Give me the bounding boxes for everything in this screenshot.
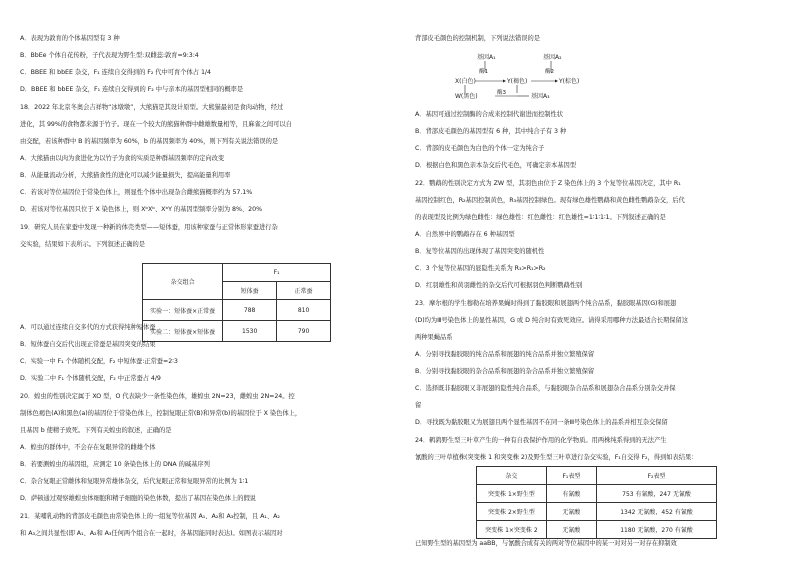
pigment-label: Y(棕色) <box>559 78 580 85</box>
arrow-head-icon <box>503 80 506 83</box>
gene-label: 基因A₁ <box>477 54 496 61</box>
option-line: D．萨顿通过观察雄蝗虫体细胞和精子细胞的染色体数，提出了基因在染色体上的假说 <box>20 495 256 502</box>
pigment-label: Y(褐色) <box>507 78 528 85</box>
table-header: 杂交组合 <box>143 264 223 300</box>
option-line: D．根据白色和黑色亲本杂交后代毛色，可确定亲本基因型 <box>415 162 576 169</box>
option-line: C．背部的皮毛颜色为白色的个体一定为纯合子 <box>415 145 545 152</box>
question-23-line: (D)均为Ⅲ号染色体上的显性基因，G 或 D 纯合时有致死效应。请得采用哪种方法最适合长期保留这 <box>415 317 689 324</box>
table-cell: 790 <box>277 321 331 342</box>
option-line: B．BbEe 个体自花传粉，子代表现为野生型:双雌蕊:敦育=9:3:4 <box>20 52 199 59</box>
option-line: B．若要测蝗虫的基因组，应测定 10 条染色体上的 DNA 的碱基序列 <box>20 461 210 468</box>
question-21-line: 21．某哺乳动物的背部皮毛颜色由常染色体上的一组复等位基因 A₁、A₂和 A₃控制，且 A₁、A₂ <box>20 513 280 520</box>
pigment-label: X(白色) <box>455 78 476 85</box>
table-header: 正常蚕 <box>277 282 331 300</box>
gene-label: 基因A₃ <box>531 93 550 100</box>
table-cell: 1342 无氰酸，452 有氰酸 <box>596 503 716 521</box>
question-20-line: 制体色褐色(A)和黑色(a)的基因位于常染色体上，控制复眼正常(B)和异常(b)的基因位于 X 染色体上， <box>20 410 302 417</box>
enzyme-label: 酶1 <box>479 69 488 75</box>
option-line: C．若该对等位基因位于常染色体上，则显性个体中出现杂合雌熊猫概率约为 57.1% <box>20 189 253 196</box>
question-20-line: 且基因 b 使精子致死。下列有关蝗虫的叙述，正确的是 <box>20 427 172 434</box>
option-line: D．寻找既为黏胶眼又为展翅且两个显性基因不在同一条Ⅲ号染色体上的品系并相互杂交保留 <box>415 419 668 426</box>
table-cell: 突变株 2×野生型 <box>477 503 547 521</box>
table-cell: 有氰酸 <box>546 485 596 503</box>
question-18-line: 进化，其 99%的食物都来源于竹子。现在一个较大的熊猫种群中雌雄数量相等，且麻雀之间可以自 <box>20 121 292 128</box>
table-cell: 突变株 1×突变株 2 <box>477 521 547 539</box>
option-line: 留 <box>415 402 422 409</box>
option-line: D．BBEE 和 bbEE 杂交，F₁ 连续自交得到的 F₂ 中与亲本的基因型相同的概率是 <box>20 86 244 93</box>
option-line: D．红羽雄性和黄羽雌性的杂交后代可根据羽色判断鹦鹉性别 <box>415 282 583 289</box>
table-header-row <box>477 467 717 485</box>
table-header: F₂表型 <box>596 467 716 485</box>
table-row <box>477 485 717 503</box>
cyanide-cross-table <box>476 466 717 539</box>
question-21-line: 背部皮毛颜色的控制机制，下列说法错误的是 <box>415 35 540 42</box>
cross-result-table <box>142 263 331 342</box>
table-cell: 无氰酸 <box>546 503 596 521</box>
table-header: 杂交 <box>477 467 547 485</box>
table-row <box>477 503 717 521</box>
table-cell: 753 有氰酸，247 无氰酸 <box>596 485 716 503</box>
question-19-line: 交实验，结果如下表所示。下列叙述正确的是 <box>20 241 145 248</box>
option-line: B．复等位基因的出现体现了基因突变的随机性 <box>415 248 545 255</box>
question-23-line: 23．摩尔根的学生穆勒在培养果蝇时得到了黏胶眼和展翅两个纯合品系，黏胶眼基因(G)和展翅 <box>415 300 677 307</box>
option-line: A．基因可通过控制酶的合成来控制代谢进而控制性状 <box>415 111 563 118</box>
option-line: D．实验二中 F₁ 个体随机交配，F₂ 中正常蚕占 4/9 <box>20 375 161 382</box>
question-22-line: 基因控制红色，R₂基因控制黄色，R₃基因控制绿色。现有绿色雄性鹦鹉和黄色雌性鹦鹉杂交，后代 <box>415 197 685 204</box>
option-line: C．BBEE 和 bbEE 杂交，F₁ 连续自交得到的 F₂ 代中可育个体占 1/4 <box>20 69 211 76</box>
question-23-line: 两种果蝇品系 <box>415 334 453 341</box>
question-20-line: 20．蝗虫的性别决定属于 XO 型，O 代表缺少一条性染色体，雄蝗虫 2N=23，雌蝗虫 2N=24。控 <box>20 393 295 400</box>
question-22-line: 的表现型及比例为绿色雌性：绿色雄性：红色雌性：红色雄性=1∶1∶1∶1。下列叙述正确的是 <box>415 214 666 221</box>
table-cell: 1180 无氰酸，270 有氰酸 <box>596 521 716 539</box>
option-line: A．蝗虫的群体中，不会存在复眼异常的雌雄个体 <box>20 444 156 451</box>
option-line: B．从能量流动分析，大熊猫食性的进化可以减少能量损失，提高能量利用率 <box>20 172 231 179</box>
table-cell: 1530 <box>223 321 277 342</box>
option-line: B．分别寻找黏胶眼的杂合品系和展翅的杂合品系并独立繁殖保留 <box>415 368 595 375</box>
option-line: C．实验一中 F₁ 个体随机交配，F₂ 中短体蚕:正常蚕=2∶3 <box>20 358 178 365</box>
option-line: A．表现为敦育的个体基因型有 3 种 <box>20 35 120 42</box>
enzyme-label: 酶3 <box>497 90 506 96</box>
question-19-line: 19．研究人员在家蚕中发现一种新的体壳类型——短体蚕，用该种家蚕与正常体形家蚕进行杂 <box>20 224 278 231</box>
option-line: B．短体蚕自交后代出现正常蚕是基因突变的结果 <box>20 341 156 348</box>
pigment-label: W(黑色) <box>455 93 478 100</box>
question-21-line: 和 A₃之间共显性(即 A₁、A₂和 A₃任何两个组合在一起时，各基因能同时表达)。如图表示基因对 <box>20 530 283 537</box>
option-line: B．背部皮毛颜色的基因型有 6 种，其中纯合子有 3 种 <box>415 128 567 135</box>
option-line: A．分别寻找黏胶眼的纯合品系和展翅的纯合品系并独立繁殖保留 <box>415 351 595 358</box>
option-line: C．杂合复眼正常雌体和复眼异常雄体杂交，后代复眼正常和复眼异常的比例为 1∶1 <box>20 478 249 485</box>
table-header: F₁ <box>223 264 331 282</box>
question-24-line: 24．鹌鹑野生型三叶草产生的一种有自我保护作用的化学物质。用两株纯系得到的无法产生 <box>415 437 667 444</box>
table-cell: 788 <box>223 300 277 321</box>
table-cell: 实验一：短体蚕×正常蚕 <box>143 300 223 321</box>
gene-label: 基因A₂ <box>543 54 562 61</box>
option-line: D．若该对等位基因只位于 X 染色体上，则 XᵇXᵇ、XᵇY 的基因型频率分别为 8%、20% <box>20 206 262 213</box>
table-cell: 实验二：短体蚕×短体蚕 <box>143 321 223 342</box>
enzyme-label: 酶2 <box>545 69 554 75</box>
table-row <box>143 321 331 342</box>
option-line: A．大熊猫由以肉为食进化为以竹子为食的实质是种群基因频率的定向改变 <box>20 155 225 162</box>
option-line: A．可以通过连续自交多代的方式获得纯种短体蚕 <box>20 324 156 331</box>
arrow-head-icon <box>555 80 558 83</box>
question-18-line: 18．2022 年北京冬奥会吉祥物“冰墩墩”，大熊猫是其设计原型。大熊猫最初是食肉动物，经过 <box>20 104 284 111</box>
table-cell: 突变株 1×野生型 <box>477 485 547 503</box>
question-22-line: 22．鹦鹉的性别决定方式为 ZW 型，其羽色由位于 Z 染色体上的 3 个复等位基因决定，其中 R₁ <box>415 180 681 187</box>
table-header: F₁表型 <box>546 467 596 485</box>
table-cell: 无氰酸 <box>546 521 596 539</box>
table-cell: 810 <box>277 300 331 321</box>
question-24-line: 已知野生型的基因型为 aaBB，与氰酸合成有关的两对等位基因中的某一对对另一对存在抑制效 <box>415 540 677 547</box>
option-line: A．自然界中的鹦鹉存在 6 种基因型 <box>415 231 515 238</box>
table-header: 短体蚕 <box>223 282 277 300</box>
table-row <box>477 521 717 539</box>
question-24-line: 氰酸的三叶草植株(突变株 1 和突变株 2)及野生型三叶草进行杂交实验，F₁自交得 F₂，得到如表结果： <box>415 454 698 461</box>
option-line: C．选择既非黏胶眼又非展翅的隐性纯合品系，与黏胶眼杂合品系和展翅杂合品系分别杂交并保 <box>415 385 676 392</box>
option-line: C．3 个复等位基因的显隐性关系为 R₃>R₁>R₂ <box>415 265 546 272</box>
pathway-diagram <box>455 50 585 102</box>
question-18-line: 由交配，若该种群中 B 的基因频率为 60%，b 的基因频率为 40%，则下列有关说法错误的是 <box>20 138 279 145</box>
table-row <box>143 300 331 321</box>
